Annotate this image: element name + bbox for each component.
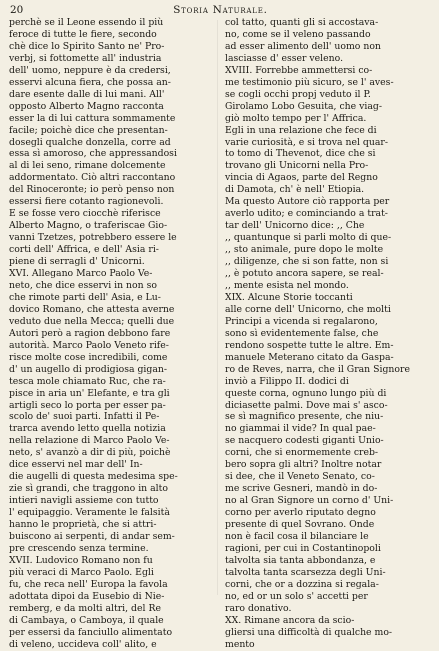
text-line: tesca mole chiamato Ruc, che ra- — [9, 375, 166, 387]
text-line: dice esservi nel mar dell' In- — [9, 459, 143, 471]
text-line: l' equipaggio. Veramente le falsità — [9, 507, 170, 519]
text-line: no, ed or un solo s' accetti per — [225, 590, 368, 602]
text-line: se nacquero codesti giganti Unio- — [225, 435, 384, 447]
text-line: pre crescendo senza termine. — [9, 542, 149, 554]
text-line: E se fosse vero ciocchè riferisce — [9, 208, 161, 220]
text-line: risce molte cose incredibili, come — [9, 351, 168, 363]
text-line: talvolta sia tanta abbondanza, e — [225, 554, 376, 566]
text-line: vincia di Agaos, parte del Regno — [225, 172, 378, 184]
text-line: varie curiosità, e si trova nel quar- — [225, 136, 388, 148]
text-line: d' un augello di prodigiosa gigan- — [9, 363, 168, 375]
text-line: XVI. Allegano Marco Paolo Ve- — [9, 268, 153, 280]
text-line: me scrive Gesneri, mandò in do- — [225, 483, 378, 495]
text-line: corno per averlo riputato degno — [225, 507, 376, 519]
text-line: diciasette palmi. Dove mai s' asco- — [225, 399, 388, 411]
text-line: Egli in una relazione che fece di — [225, 124, 377, 136]
text-line: XIX. Alcune Storie toccanti — [225, 291, 353, 303]
text-line: nella relazione di Marco Paolo Ve- — [9, 435, 170, 447]
text-line: giò molto tempo per l' Affrica. — [225, 112, 367, 124]
text-line: se sì magnifico presente, che niu- — [225, 411, 384, 423]
text-line: trovano gli Unicorni nella Pro- — [225, 160, 369, 172]
text-line: mento — [225, 638, 255, 650]
text-line: lasciasse d' esser veleno. — [225, 52, 344, 64]
text-line: ,, mente esista nel mondo. — [225, 279, 349, 291]
text-line: tar dell' Unicorno dice: ,, Che — [225, 220, 365, 232]
text-line: dosegli qualche donzella, corre ad — [9, 136, 171, 148]
text-line: ad esser alimento dell' uomo non — [225, 40, 381, 52]
text-line: vanni Tzetzes, potrebbero essere le — [9, 232, 177, 244]
text-line: feroce di tutte le fiere, secondo — [9, 28, 157, 40]
text-line: me testimonio più sicuro, se l' aves- — [225, 76, 394, 88]
text-line: rendono sospette tutte le altre. Em- — [225, 339, 394, 351]
text-line: addormentato. Ciò altri raccontano — [9, 172, 176, 184]
text-line: per essersi da fanciullo alimentato — [9, 626, 173, 638]
text-line: hanno le proprietà, che si attri- — [9, 519, 157, 531]
text-line: talvolta tanta scarsezza degli Uni- — [225, 566, 386, 578]
text-line: esservi alcuna fiera, che possa an- — [9, 76, 171, 88]
text-line: XVII. Ludovico Romano non fu — [9, 554, 153, 566]
text-line: XVIII. Forrebbe ammettersi co- — [225, 64, 373, 76]
text-line: gliersi una difficoltà di qualche mo- — [225, 626, 393, 638]
text-line: veduto due nella Mecca; quelli due — [9, 315, 175, 327]
text-line: Alberto Magno, o traferiscae Gio- — [9, 220, 168, 232]
text-line: si dee, che il Veneto Senato, co- — [225, 471, 375, 483]
text-line: neto, s' avanzò a dir di più, poichè — [9, 447, 171, 459]
left-text-column — [9, 17, 214, 650]
text-line: remberg, e da molti altri, del Re — [9, 602, 161, 614]
text-line: essa sì amoroso, che appressandosi — [9, 148, 177, 160]
right-text-column — [225, 17, 431, 650]
text-line: Ma questo Autore ciò rapporta per — [225, 196, 390, 208]
text-line: neto, che dice esservi in non so — [9, 279, 157, 291]
text-line: averlo udito; e cominciando a trat- — [225, 208, 388, 220]
text-line: presente di quel Sovrano. Onde — [225, 519, 375, 531]
text-line: die augelli di questa medesima spe- — [9, 471, 178, 483]
text-line: no giammai il vide? In qual pae- — [225, 423, 376, 435]
text-line: ro de Reves, narra, che il Gran Signore — [225, 363, 410, 375]
text-line: dell' uomo, neppure è da credersi, — [9, 64, 171, 76]
text-line: autorità. Marco Paolo Veneto rife- — [9, 339, 169, 351]
text-line: opposto Alberto Magno racconta — [9, 100, 164, 112]
running-title: Storia Naturale. — [173, 4, 268, 16]
text-line: alle corne dell' Unicorno, che molti — [225, 303, 391, 315]
text-line: sono sì evidentemente false, che — [225, 327, 379, 339]
text-line: se cogli occhi propj veduto il P. — [225, 88, 371, 100]
text-line: chè dice lo Spirito Santo ne' Pro- — [9, 40, 165, 52]
text-line: raro donativo. — [225, 602, 292, 614]
text-line: facile; poichè dice che presentan- — [9, 124, 168, 136]
text-line: ,, quantunque si parli molto di que- — [225, 232, 392, 244]
text-line: trarca avendo letto quella notizia — [9, 423, 166, 435]
text-line: scolo de' suoi parti. Infatti il Pe- — [9, 411, 160, 423]
text-line: manuele Meterano citato da Gaspa- — [225, 351, 394, 363]
text-line: del Rinoceronte; io però penso non — [9, 184, 175, 196]
text-line: adottata dipoi da Eusebio di Nie- — [9, 590, 165, 602]
text-line: dare esente dalle di lui mani. All' — [9, 88, 165, 100]
text-line: corti dell' Affrica, e dell' Asia ri- — [9, 244, 159, 256]
text-line: ,, diligenze, che si son fatte, non si — [225, 256, 389, 268]
text-line: artigli seco lo porta per esser pa- — [9, 399, 166, 411]
text-line: intieri navigli assieme con tutto — [9, 495, 159, 507]
text-line: di Damota, ch' è nell' Etiopia. — [225, 184, 365, 196]
text-line: piene di serragli d' Unicorni. — [9, 256, 145, 268]
text-line: ,, è potuto ancora sapere, se real- — [225, 268, 384, 280]
text-line: ,, sto animale, pure dopo le molte — [225, 244, 384, 256]
text-line: pisce in aria un' Elefante, e tra gli — [9, 387, 170, 399]
column-gutter — [217, 20, 218, 595]
text-line: corni, che or a dozzina si regala- — [225, 578, 379, 590]
text-line: Principi a vicenda si regalarono, — [225, 315, 378, 327]
text-line: dovico Romano, che attesta averne — [9, 303, 175, 315]
text-line: fu, che reca nell' Europa la favola — [9, 578, 168, 590]
text-line: no al Gran Signore un corno d' Uni- — [225, 495, 394, 507]
text-line: no, come se il veleno passando — [225, 28, 371, 40]
text-line: essersi fiere cotanto ragionevoli. — [9, 196, 164, 208]
text-line: bero sopra gli altri? Inoltre notar — [225, 459, 382, 471]
text-line: col tatto, quanti gli si accostava- — [225, 17, 379, 28]
text-line: buiscono ai serpenti, di andar sem- — [9, 530, 175, 542]
page-number: 20 — [10, 4, 24, 16]
text-line: non è facil cosa il bilanciare le — [225, 530, 369, 542]
text-line: corni, che si enormemente creb- — [225, 447, 379, 459]
text-line: di veleno, uccideva coll' alito, e — [9, 638, 157, 650]
page-header — [8, 3, 433, 17]
text-line: Girolamo Lobo Gesuita, che viag- — [225, 100, 382, 112]
text-line: perchè se il Leone essendo il più — [9, 17, 164, 28]
text-line: XX. Rimane ancora da scio- — [225, 614, 355, 626]
text-line: to tomo di Thevenot, dice che si — [225, 148, 376, 160]
text-line: esser la di lui cattura sommamente — [9, 112, 176, 124]
text-line: zie sì grandi, che traggono in alto — [9, 483, 168, 495]
text-line: inviò a Filippo II. dodici di — [225, 375, 349, 387]
text-line: verbj, si fottomette all' industria — [9, 52, 162, 64]
text-line: più veraci di Marco Paolo. Egli — [9, 566, 154, 578]
text-line: che rimote parti dell' Asia, e Lu- — [9, 291, 161, 303]
text-line: di Cambaya, o Camboya, il quale — [9, 614, 164, 626]
text-line: Autori però a ragion debbono fare — [9, 327, 171, 339]
text-line: ragioni, per cui in Costantinopoli — [225, 542, 381, 554]
text-line: queste corna, ognuno lungo più di — [225, 387, 387, 399]
text-line: al di lei seno, rimane dolcemente — [9, 160, 166, 172]
